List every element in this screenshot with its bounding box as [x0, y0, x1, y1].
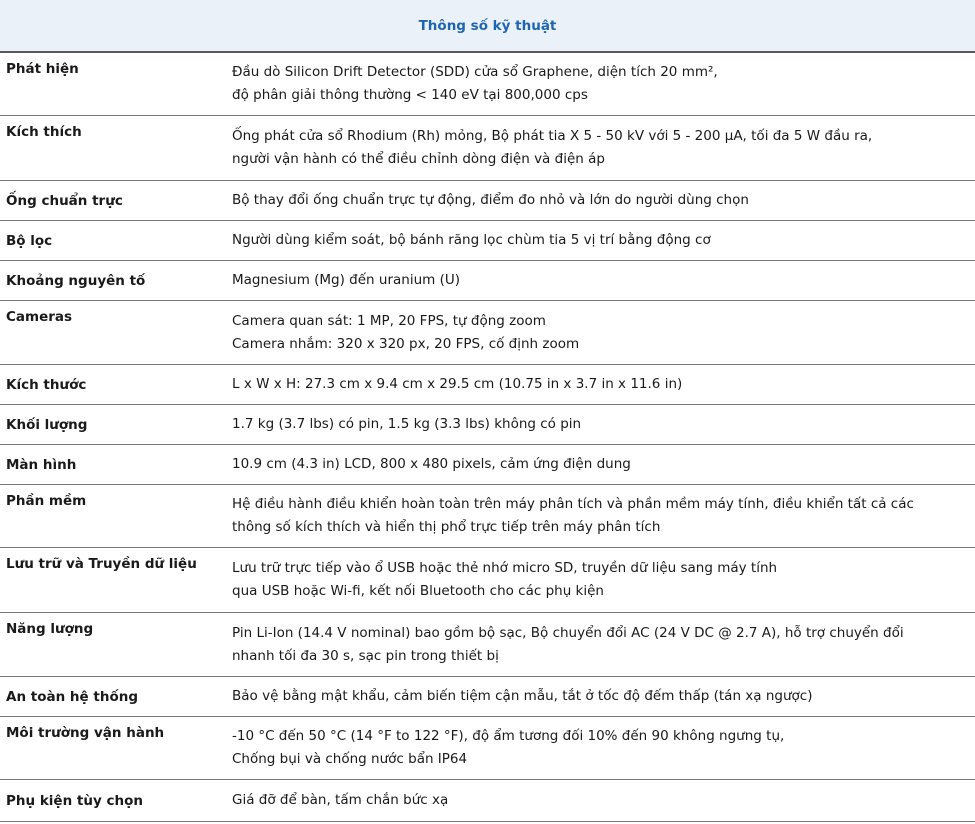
spec-row-moi-truong — [0, 717, 975, 780]
spec-value-line: qua USB hoặc Wi-fi, kết nối Bluetooth cho các phụ kiện — [232, 583, 604, 599]
spec-value-line: Camera quan sát: 1 MP, 20 FPS, tự động zoom — [232, 312, 546, 329]
spec-value-line: Chống bụi và chống nước bẩn IP64 — [232, 751, 468, 767]
spec-value-line: Bộ thay đổi ống chuẩn trực tự động, điểm đo nhỏ và lớn do người dùng chọn — [232, 192, 749, 208]
spec-label: Kích thích — [6, 124, 82, 140]
table-header — [0, 0, 975, 53]
spec-value-line: Đầu dò Silicon Drift Detector (SDD) cửa sổ Graphene, diện tích 20 mm², — [232, 64, 718, 80]
spec-label: Ống chuẩn trực — [6, 192, 123, 209]
spec-label: Môi trường vận hành — [6, 725, 165, 741]
spec-value — [232, 557, 975, 603]
spec-row-cameras — [0, 301, 975, 365]
spec-value — [232, 622, 975, 668]
spec-value — [232, 789, 975, 812]
spec-label: Kích thước — [6, 376, 87, 393]
spec-value — [232, 61, 975, 107]
spec-label: Khoảng nguyên tố — [6, 272, 146, 289]
spec-value — [232, 413, 975, 436]
spec-value-line: Người dùng kiểm soát, bộ bánh răng lọc chùm tia 5 vị trí bằng động cơ — [232, 232, 711, 248]
spec-value — [232, 125, 975, 171]
spec-label: Phụ kiện tùy chọn — [6, 792, 143, 809]
spec-value-line: Camera nhắm: 320 x 320 px, 20 FPS, cố định zoom — [232, 335, 580, 352]
spec-row-man-hinh — [0, 445, 975, 485]
spec-value-line: Ống phát cửa sổ Rhodium (Rh) mỏng, Bộ phát tia X 5 - 50 kV với 5 - 200 µA, tối đa 5 W đầu ra, — [232, 128, 873, 144]
spec-row-khoang-nguyen-to — [0, 261, 975, 301]
spec-value — [232, 373, 975, 396]
spec-value-line: L x W x H: 27.3 cm x 9.4 cm x 29.5 cm (10.75 in x 3.7 in x 11.6 in) — [232, 376, 683, 392]
spec-label: Màn hình — [6, 456, 77, 473]
spec-row-phat-hien — [0, 53, 975, 116]
spec-value-line: Bảo vệ bằng mật khẩu, cảm biến tiệm cận mẫu, tắt ở tốc độ đếm thấp (tán xạ ngược) — [232, 688, 813, 704]
spec-row-nang-luong — [0, 613, 975, 677]
spec-label: An toàn hệ thống — [6, 688, 138, 705]
spec-value-line: 10.9 cm (4.3 in) LCD, 800 x 480 pixels, cảm ứng điện dung — [232, 456, 631, 472]
spec-value — [232, 189, 975, 212]
spec-value-line: Magnesium (Mg) đến uranium (U) — [232, 272, 460, 288]
spec-label: Bộ lọc — [6, 232, 53, 249]
spec-value-line: Hệ điều hành điều khiển hoàn toàn trên máy phân tích và phần mềm máy tính, điều khiển tất cả các — [232, 496, 914, 512]
spec-row-bo-loc — [0, 221, 975, 261]
spec-label: Khối lượng — [6, 416, 88, 433]
spec-value — [232, 310, 975, 356]
spec-row-an-toan — [0, 677, 975, 717]
spec-value-line: Giá đỡ để bàn, tấm chắn bức xạ — [232, 792, 449, 808]
spec-row-phan-mem — [0, 485, 975, 548]
spec-value-line: 1.7 kg (3.7 lbs) có pin, 1.5 kg (3.3 lbs) không có pin — [232, 416, 582, 432]
spec-row-kich-thich — [0, 116, 975, 181]
spec-value-line: người vận hành có thể điều chỉnh dòng điện và điện áp — [232, 151, 605, 167]
spec-value-line: thông số kích thích và hiển thị phổ trực tiếp trên máy phân tích — [232, 519, 661, 535]
spec-label: Phần mềm — [6, 493, 87, 509]
spec-row-phu-kien — [0, 780, 975, 822]
spec-value-line: độ phân giải thông thường < 140 eV tại 800,000 cps — [232, 87, 588, 103]
spec-value — [232, 685, 975, 708]
spec-value-line: -10 °C đến 50 °C (14 °F to 122 °F), độ ẩm tương đối 10% đến 90 không ngưng tụ, — [232, 728, 785, 744]
table-title: Thông số kỹ thuật — [418, 17, 557, 34]
spec-value — [232, 229, 975, 252]
spec-label: Phát hiện — [6, 61, 79, 77]
spec-value — [232, 269, 975, 292]
spec-value-line: Pin Li-Ion (14.4 V nominal) bao gồm bộ sạc, Bộ chuyển đổi AC (24 V DC @ 2.7 A), hỗ trợ chuyển đổi — [232, 624, 904, 641]
spec-value-line: nhanh tối đa 30 s, sạc pin trong thiết bị — [232, 647, 499, 664]
spec-value — [232, 725, 975, 771]
spec-row-kich-thuoc — [0, 365, 975, 405]
spec-label: Năng lượng — [6, 621, 94, 637]
spec-value-line: Lưu trữ trực tiếp vào ổ USB hoặc thẻ nhớ micro SD, truyền dữ liệu sang máy tính — [232, 560, 778, 576]
spec-value — [232, 493, 975, 539]
spec-row-khoi-luong — [0, 405, 975, 445]
spec-row-ong-chuan-truc — [0, 181, 975, 221]
spec-label: Cameras — [6, 309, 73, 325]
spec-row-luu-tru — [0, 548, 975, 613]
spec-label: Lưu trữ và Truyền dữ liệu — [6, 556, 197, 572]
spec-value — [232, 453, 975, 476]
